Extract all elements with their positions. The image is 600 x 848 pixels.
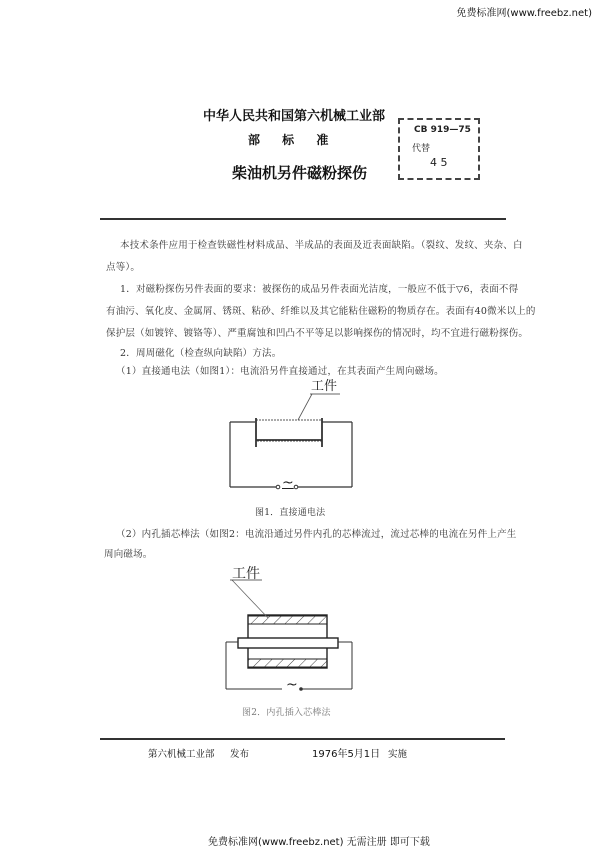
para2-item1: （1）直接通电法（如图1）：电流沿另件直接通过，在其表面产生周向磁场。 xyxy=(116,366,444,377)
para1-line-2: 有油污、氧化皮、金属屑、锈斑、粘砂、纤维以及其它能粘住磁粉的物质存在。表面有40微米以上的 xyxy=(106,306,536,317)
intro-line-2: 点等）。 xyxy=(106,262,141,273)
footer-issuer: 第六机械工业部 xyxy=(148,749,215,760)
para2-heading: 2．周周磁化（检查纵向缺陷）方法。 xyxy=(120,348,282,359)
figure-2-workpiece-label: 工件 xyxy=(232,566,260,582)
para2-item2-line-1: （2）内孔插芯棒法（如图2：电流沿通过另件内孔的芯棒流过，流过芯棒的电流在另件上产生 xyxy=(116,529,517,540)
para1-line-1: 1．对磁粉探伤另件表面的要求：被探伤的成品另件表面光洁度，一般应不低于▽6，表面不得 xyxy=(120,284,519,295)
footer-date: 1976年5月1日 xyxy=(312,749,381,760)
footer-issued: 发布 xyxy=(230,749,250,760)
footer-divider xyxy=(100,738,505,740)
watermark-bottom: 免费标准网(www.freebz.net) 无需注册 即可下载 xyxy=(208,837,430,848)
para1-line-3: 保护层（如镀锌、镀铬等）、严重腐蚀和凹凸不平等足以影响探伤的情况时，均不宜进行磁粉探伤。 xyxy=(106,328,529,339)
ministry-heading: 中华人民共和国第六机械工业部 xyxy=(203,109,386,124)
header-divider xyxy=(100,218,506,220)
ac-source-icon: ~ xyxy=(282,475,294,491)
para2-item2-line-2: 周向磁场。 xyxy=(104,549,153,560)
figure-1-caption: 图1．直接通电法 xyxy=(255,508,326,518)
figure-1-workpiece-label: 工件 xyxy=(311,379,338,394)
replace-label: 代替 xyxy=(412,144,431,154)
standard-type: 部 标 准 xyxy=(248,133,329,147)
document-title: 柴油机另件磁粉探伤 xyxy=(232,164,368,182)
watermark-top: 免费标准网(www.freebz.net) xyxy=(456,8,592,19)
standard-code-stamp xyxy=(398,118,480,180)
replace-number: 4 5 xyxy=(430,156,448,169)
figure-2-caption: 图2．内孔插入芯棒法 xyxy=(242,708,331,718)
ac-source-icon-2: ~ xyxy=(286,677,298,693)
standard-code: CB 919—75 xyxy=(414,125,471,135)
footer-effective: 实施 xyxy=(388,749,408,760)
intro-line-1: 本技术条件应用于检查铁磁性材料成品、半成品的表面及近表面缺陷。（裂纹、发纹、夹杂、白 xyxy=(120,240,523,251)
